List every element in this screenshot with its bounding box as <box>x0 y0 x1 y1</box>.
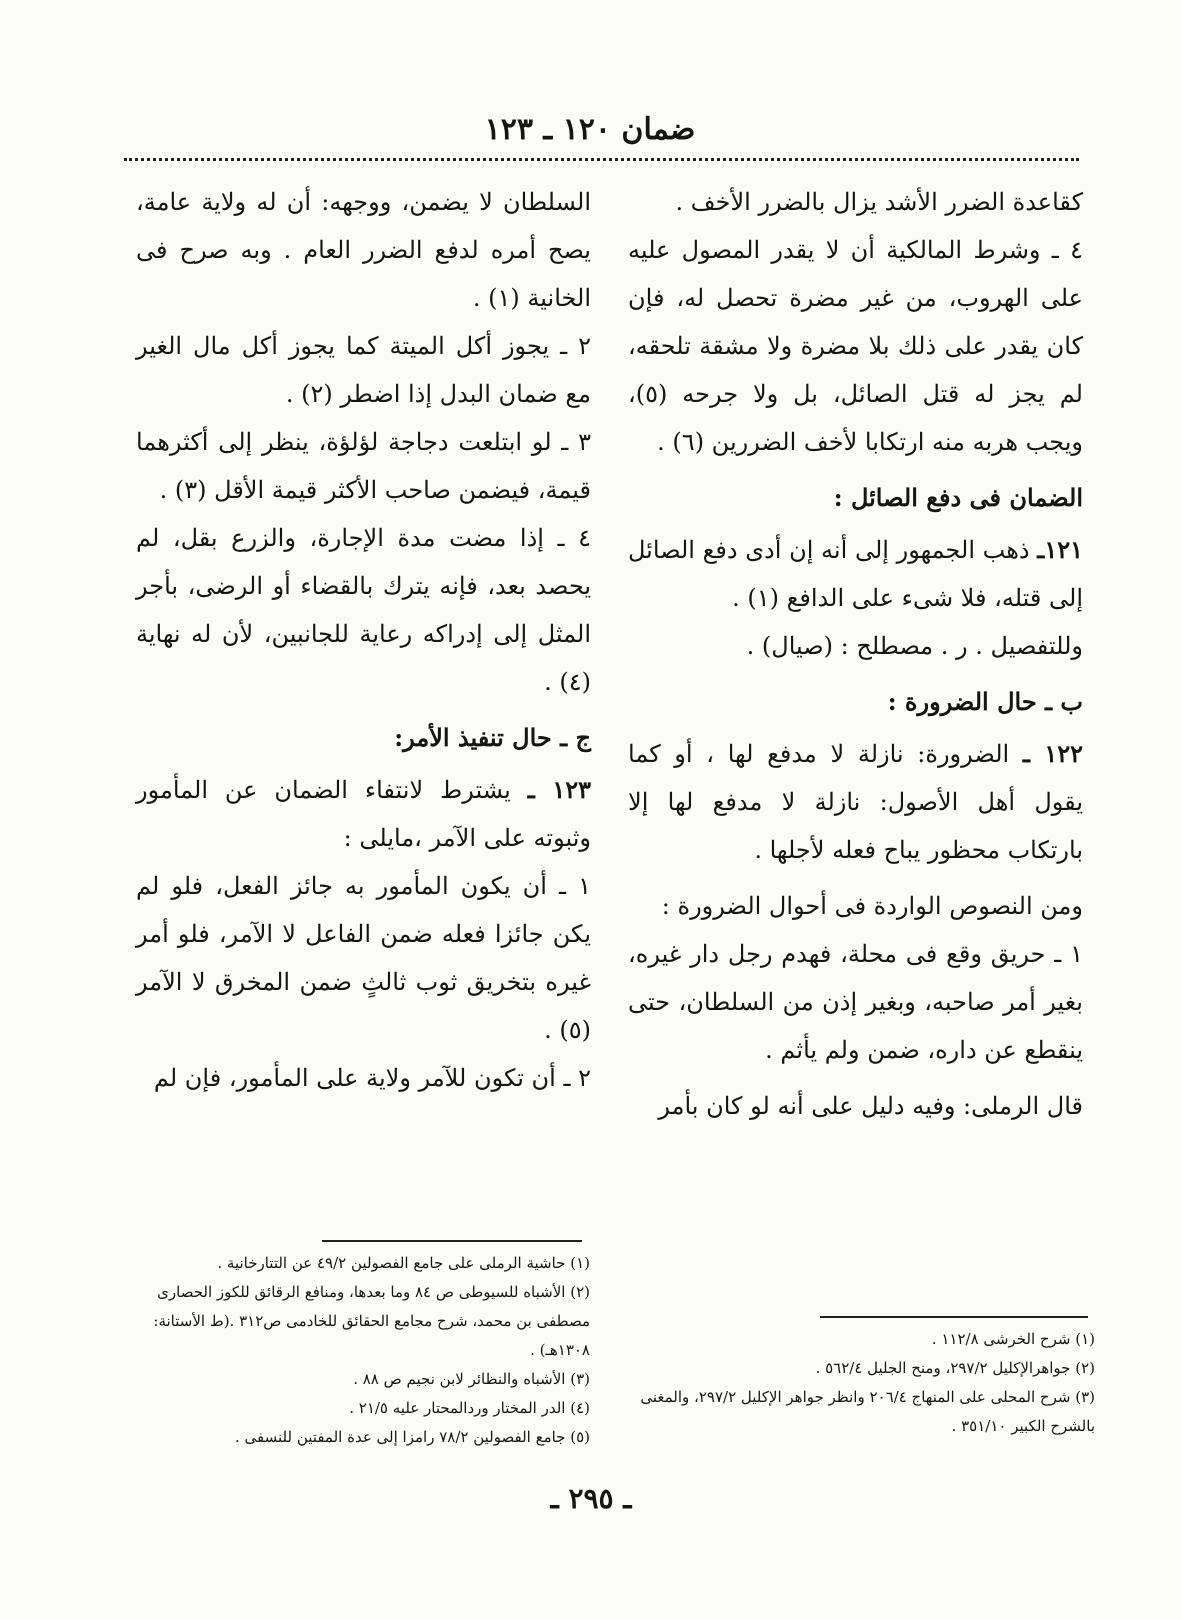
section-number-121: ١٢١ـ <box>1037 535 1083 564</box>
right-paragraph-2: ٤ ـ وشرط المالكية أن لا يقدر المصول عليه على الهروب، من غير مضرة تحصل له، فإن كان يقدر على ذلك بلا مضرة ولا مشقة تلحقه، لم يجز له قتل الصائل، بل ولا جرحه (٥)، ويجب هربه منه ارتكابا لأخف الضررين (٦) . <box>628 236 1083 456</box>
right-paragraph-1: كقاعدة الضرر الأشد يزال بالضرر الأخف . <box>675 188 1083 216</box>
footnotes-right <box>640 1325 1095 1441</box>
footnote-item: (٣) الأشباه والنظائر لابن نجيم ص ٨٨ . <box>353 1370 590 1388</box>
page-number: ـ ٢٩٥ ـ <box>550 1482 632 1515</box>
left-paragraph-6: ١ ـ أن يكون المأمور به جائز الفعل، فلو لم يكن جائزا فعله ضمن الفاعل لا الآمر، فلو أمر غيره بتخريق ثوب ثالثٍ ضمن المخرق لا الآمر (٥) . <box>136 872 592 1044</box>
left-heading-1: ج ـ حال تنفيذ الأمر: <box>394 723 591 752</box>
section-number-123: ١٢٣ ـ <box>527 775 591 804</box>
footnote-item: (٣) شرح المحلى على المنهاج ٢٠٦/٤ وانظر جواهر الإكليل ٢٩٧/٢، والمغنى بالشرح الكبير ٣٥١/١٠ . <box>640 1388 1095 1435</box>
left-paragraph-5: ١٢٣ ـ يشترط لانتفاء الضمان عن المأمور وثبوته على الآمر ،مايلى : <box>136 775 591 852</box>
footnote-divider-right <box>820 1316 1088 1318</box>
left-column <box>136 178 591 1102</box>
section-number-122: ١٢٢ ـ <box>1022 739 1083 768</box>
footnote-item: (١) شرح الخرشى ١١٢/٨ . <box>931 1330 1095 1348</box>
footnote-item: (١) حاشية الرملى على جامع الفصولين ٤٩/٢ عن التتارخانية . <box>217 1254 590 1272</box>
left-paragraph-1: السلطان لا يضمن، ووجهه: أن له ولاية عامة، يصح أمره لدفع الضرر العام . وبه صرح فى الخانية (١) . <box>136 188 591 312</box>
footnotes-left <box>150 1249 590 1452</box>
right-column <box>628 178 1083 1130</box>
right-paragraph-6: ومن النصوص الواردة فى أحوال الضرورة : <box>661 892 1083 920</box>
right-paragraph-7: ١ ـ حريق وقع فى محلة، فهدم رجل دار غيره، بغير أمر صاحبه، وبغير إذن من السلطان، حتى ينقطع عن داره، ضمن ولم يأثم . <box>628 940 1083 1064</box>
page-header-title: ضمان ١٢٠ ـ ١٢٣ <box>484 112 696 147</box>
left-paragraph-3: ٣ ـ لو ابتلعت دجاجة لؤلؤة، ينظر إلى أكثرهما قيمة، فيضمن صاحب الأكثر قيمة الأقل (٣) . <box>136 428 591 504</box>
footnote-item: (٥) جامع الفصولين ٧٨/٢ رامزا إلى عدة المفتين للنسفى . <box>235 1428 590 1446</box>
footnote-item: (٢) الأشباه للسيوطى ص ٨٤ وما بعدها، ومنافع الرقائق للكوز الحصارى مصطفى بن محمد، شرح مجامع الحقائق للخادمى ص٣١٢ .(ط الأستانة: ١٣٠٨هـ) . <box>153 1283 590 1359</box>
footnote-item: (٢) جواهرالإكليل ٢٩٧/٢، ومنح الجليل ٥٦٢/٤ . <box>815 1359 1095 1377</box>
right-paragraph-8: قال الرملى: وفيه دليل على أنه لو كان بأمر <box>658 1092 1083 1120</box>
right-heading-1: الضمان فى دفع الصائل : <box>833 483 1083 512</box>
right-heading-2: ب ـ حال الضرورة : <box>887 687 1083 716</box>
right-paragraph-3: ١٢١ـ ذهب الجمهور إلى أنه إن أدى دفع الصائل إلى قتله، فلا شىء على الدافع (١) . <box>628 535 1083 612</box>
left-paragraph-7: ٢ ـ أن تكون للآمر ولاية على المأمور، فإن لم <box>153 1064 591 1092</box>
left-paragraph-4: ٤ ـ إذا مضت مدة الإجارة، والزرع بقل، لم يحصد بعد، فإنه يترك بالقضاء أو الرضى، بأجر المثل إلى إدراكه رعاية للجانبين، لأن له نهاية (٤) . <box>136 524 591 696</box>
footnote-divider-left <box>322 1240 582 1242</box>
header-dotted-rule <box>124 158 1079 161</box>
right-paragraph-4: وللتفصيل . ر . مصطلح : (صيال) . <box>746 632 1083 660</box>
right-paragraph-5: ١٢٢ ـ الضرورة: نازلة لا مدفع لها ، أو كما يقول أهل الأصول: نازلة لا مدفع لها إلا بارتكاب محظور يباح فعله لأجلها . <box>628 739 1083 864</box>
left-paragraph-2: ٢ ـ يجوز أكل الميتة كما يجوز أكل مال الغير مع ضمان البدل إذا اضطر (٢) . <box>136 332 591 408</box>
footnote-item: (٤) الدر المختار وردالمحتار عليه ٢١/٥ . <box>349 1399 590 1417</box>
